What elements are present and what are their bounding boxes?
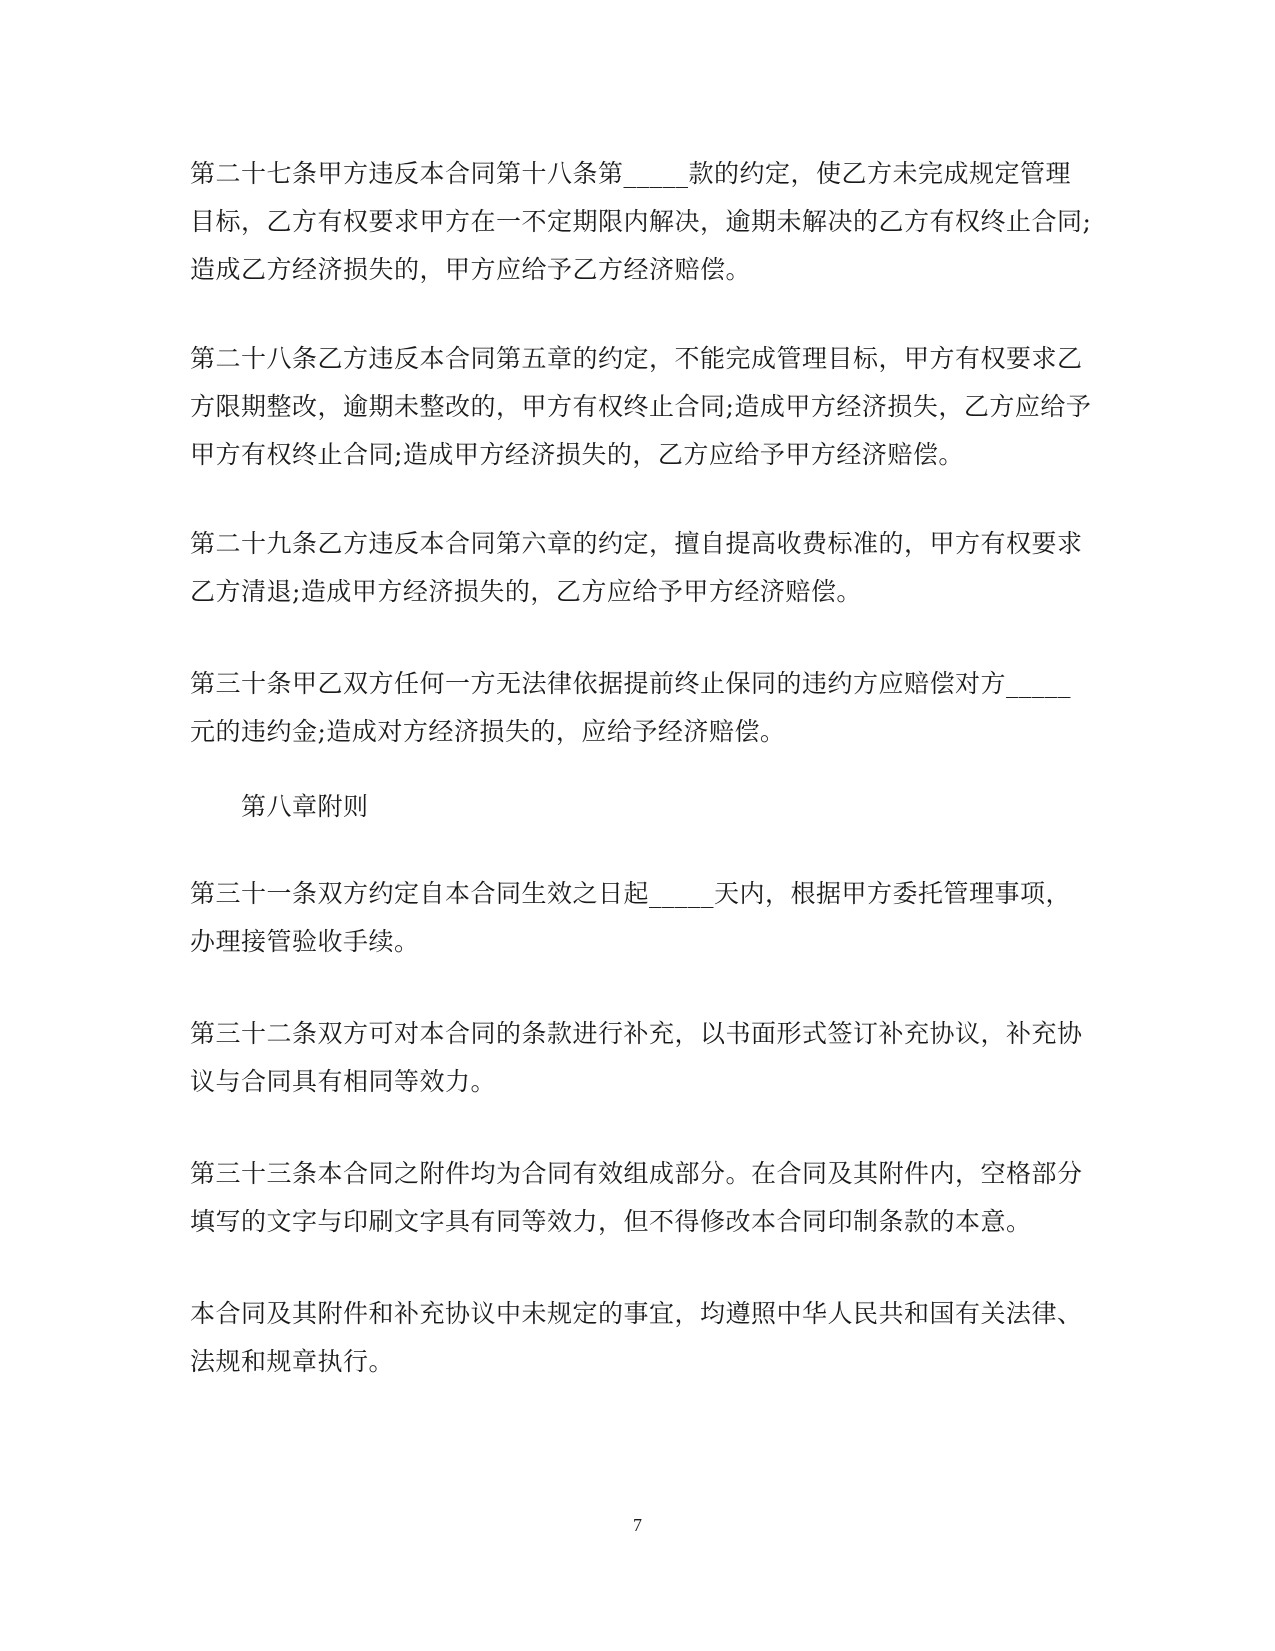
text-line: 目标，乙方有权要求甲方在一不定期限内解决，逾期未解决的乙方有权终止合同; <box>190 207 1092 236</box>
article-28-paragraph <box>190 335 1092 479</box>
text-line: 填写的文字与印刷文字具有同等效力，但不得修改本合同印制条款的本意。 <box>190 1207 1032 1236</box>
text-line: 第三十二条双方可对本合同的条款进行补充，以书面形式签订补充协议，补充协 <box>190 1019 1083 1048</box>
text-line: 方限期整改，逾期未整改的，甲方有权终止合同;造成甲方经济损失，乙方应给予 <box>190 392 1092 421</box>
article-33-paragraph <box>190 1150 1083 1246</box>
supplementary-paragraph <box>190 1290 1083 1386</box>
text-line: 元的违约金;造成对方经济损失的，应给予经济赔偿。 <box>190 717 786 746</box>
text-line: 第二十七条甲方违反本合同第十八条第_____款的约定，使乙方未完成规定管理 <box>190 159 1072 188</box>
text-line: 第三十一条双方约定自本合同生效之日起_____天内，根据甲方委托管理事项， <box>190 879 1072 908</box>
text-line: 第三十条甲乙双方任何一方无法律依据提前终止保同的违约方应赔偿对方_____ <box>190 669 1072 698</box>
text-line: 办理接管验收手续。 <box>190 927 420 956</box>
chapter-heading: 第八章附则 <box>241 792 369 821</box>
article-27-paragraph <box>190 150 1092 294</box>
text-line: 第三十三条本合同之附件均为合同有效组成部分。在合同及其附件内，空格部分 <box>190 1159 1083 1188</box>
text-line: 议与合同具有相同等效力。 <box>190 1067 497 1096</box>
text-line: 本合同及其附件和补充协议中未规定的事宜，均遵照中华人民共和国有关法律、 <box>190 1299 1083 1328</box>
text-line: 第二十八条乙方违反本合同第五章的约定，不能完成管理目标，甲方有权要求乙 <box>190 344 1083 373</box>
article-30-paragraph <box>190 660 1070 756</box>
article-31-paragraph <box>190 870 1070 966</box>
text-line: 造成乙方经济损失的，甲方应给予乙方经济赔偿。 <box>190 255 752 284</box>
page-number: 7 <box>633 1515 642 1535</box>
text-line: 法规和规章执行。 <box>190 1347 395 1376</box>
text-line: 第二十九条乙方违反本合同第六章的约定，擅自提高收费标准的，甲方有权要求 <box>190 529 1083 558</box>
text-line: 乙方清退;造成甲方经济损失的，乙方应给予甲方经济赔偿。 <box>190 577 862 606</box>
text-line: 甲方有权终止合同;造成甲方经济损失的，乙方应给予甲方经济赔偿。 <box>190 440 964 469</box>
article-29-paragraph <box>190 520 1083 616</box>
article-32-paragraph <box>190 1010 1083 1106</box>
